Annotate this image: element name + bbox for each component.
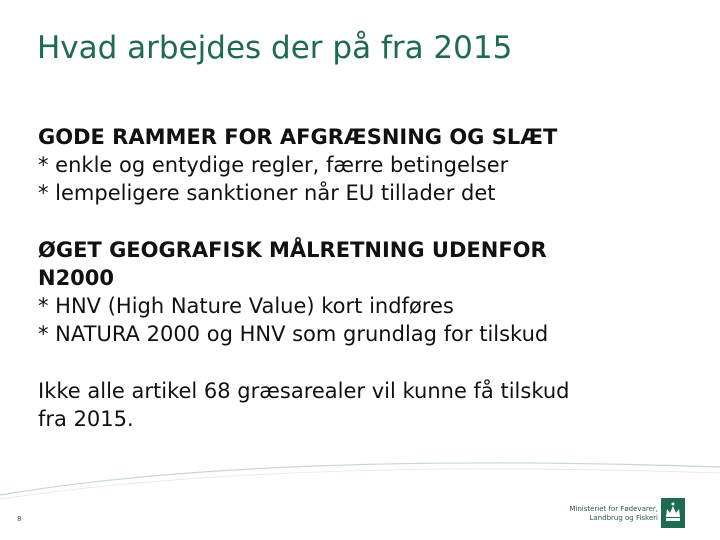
footer-swoosh — [0, 455, 720, 540]
section-grazing — [38, 123, 678, 207]
section-targeting — [38, 236, 678, 348]
ministry-logo-text — [566, 505, 658, 523]
slide-title: Hvad arbejdes der på fra 2015 — [37, 30, 513, 66]
section-heading-continued: N2000 — [38, 266, 115, 290]
bullet-line: * NATURA 2000 og HNV som grundlag for tilskud — [38, 322, 549, 346]
logo-text-line: Ministeriet for Fødevarer, — [569, 505, 658, 513]
note-line: Ikke alle artikel 68 græsarealer vil kunne få tilskud — [38, 379, 570, 403]
note-line: fra 2015. — [38, 407, 134, 431]
section-heading: ØGET GEOGRAFISK MÅLRETNING UDENFOR — [38, 238, 547, 262]
section-heading: GODE RAMMER FOR AFGRÆSNING OG SLÆT — [38, 125, 558, 149]
slide-body — [38, 123, 678, 462]
slide-number: 8 — [17, 515, 22, 523]
crown-icon — [661, 498, 685, 528]
logo-text-line: Landbrug og Fiskeri — [589, 514, 658, 522]
section-note — [38, 377, 678, 433]
bullet-line: * enkle og entydige regler, færre betingelser — [38, 153, 509, 177]
bullet-line: * HNV (High Nature Value) kort indføres — [38, 294, 454, 318]
bullet-line: * lempeligere sanktioner når EU tillader det — [38, 181, 496, 205]
